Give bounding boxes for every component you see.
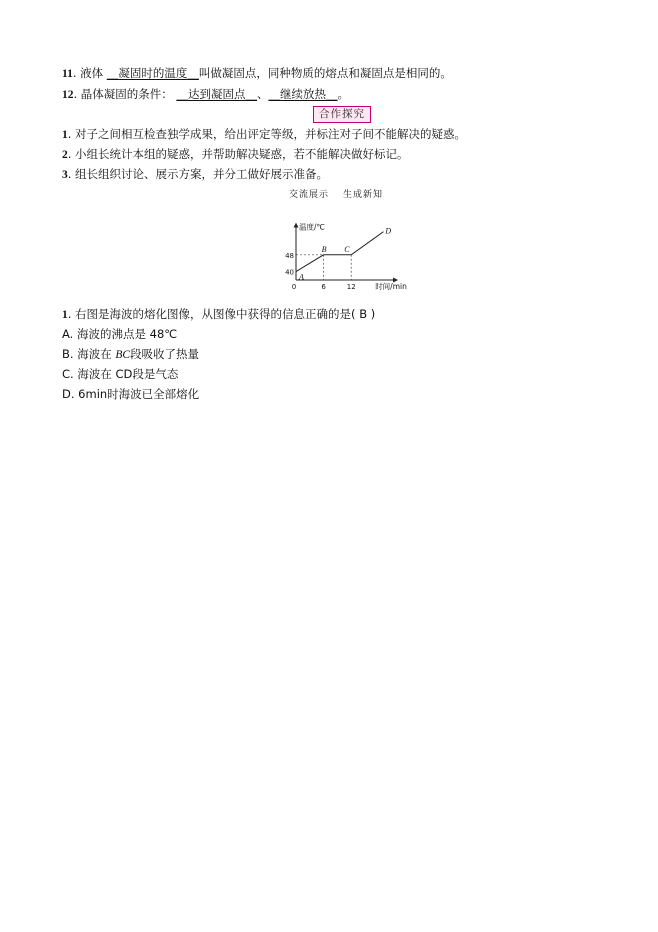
option-text: . 6min时海波已全部熔化 — [70, 387, 200, 401]
chart-labels — [285, 221, 407, 291]
point-label-c: C — [344, 244, 350, 254]
answer-blank-1: __凝固时的温度__ — [106, 66, 199, 80]
question-text: . 晶体凝固的条件： — [73, 87, 173, 101]
step-3 — [62, 166, 328, 183]
point-label-b: B — [321, 244, 327, 254]
question-stem-end: ) — [370, 307, 376, 321]
answer-fill: 达到凝固点 — [187, 87, 246, 101]
step-text: . 小组长统计本组的疑惑，并帮助解决疑惑，若不能解决做好标记。 — [67, 147, 409, 161]
option-c — [62, 366, 178, 382]
y-axis-label: 温度/℃ — [299, 222, 325, 232]
step-number: 3 — [62, 169, 68, 181]
choice-question-1 — [62, 306, 375, 323]
subheading-left: 交流展示 — [289, 190, 330, 200]
option-letter: D — [62, 387, 71, 401]
subheading-right: 生成新知 — [343, 190, 384, 200]
section-banner: 合作探究 — [313, 106, 371, 123]
x-axis-label: 时间/min — [375, 282, 407, 291]
step-1 — [62, 126, 466, 143]
option-text: . 海波在 — [69, 347, 116, 361]
option-a — [62, 326, 177, 342]
step-text: . 对子之间相互检查独学成果，给出评定等级，并标注对子间不能解决的疑惑。 — [67, 127, 467, 141]
answer-fill: 凝固时的温度 — [118, 66, 188, 80]
fill-in-question-12 — [62, 86, 349, 103]
x-tick-6: 6 — [321, 283, 326, 291]
y-tick-40: 40 — [285, 268, 294, 277]
step-number: 1 — [62, 129, 68, 141]
question-stem: . 右图是海波的熔化图像，从图像中获得的信息正确的是( — [67, 307, 356, 321]
x-tick-12: 12 — [346, 283, 356, 291]
origin-label: 0 — [291, 283, 297, 291]
option-text-segment-label: BC — [115, 349, 131, 361]
guide-lines — [296, 255, 351, 280]
question-text: . 液体 — [72, 66, 104, 80]
option-text-continued: 段吸收了热量 — [130, 347, 200, 361]
answer-blank-1: __达到凝固点__ — [176, 87, 257, 101]
question-number: 1 — [62, 309, 68, 321]
point-label-a: A — [299, 272, 304, 282]
fill-in-question-11 — [62, 65, 452, 82]
question-answer: B — [359, 307, 368, 321]
y-tick-48: 48 — [285, 251, 294, 260]
option-d — [62, 386, 199, 402]
subheading — [289, 187, 383, 200]
option-letter: C — [62, 367, 71, 381]
melting-curve-chart — [282, 204, 407, 296]
melting-curve-line — [296, 232, 383, 272]
option-b — [62, 346, 199, 363]
answer-fill: 继续放热 — [279, 87, 326, 101]
step-number: 2 — [62, 149, 68, 161]
step-text: . 组长组织讨论、展示方案，并分工做好展示准备。 — [67, 167, 329, 181]
step-2 — [62, 146, 409, 163]
question-number: 11 — [62, 68, 73, 80]
sentence-end: 。 — [337, 87, 349, 101]
question-number: 12 — [62, 89, 74, 101]
answer-blank-2: __继续放热__ — [268, 87, 338, 101]
question-text-continued: 叫做凝固点，同种物质的熔点和凝固点是相同的。 — [198, 66, 452, 80]
option-text: . 海波的沸点是 48℃ — [69, 327, 178, 341]
option-letter: A — [62, 327, 70, 341]
separator: 、 — [256, 87, 269, 101]
option-text: . 海波在 CD段是气态 — [70, 367, 179, 381]
point-label-d: D — [385, 226, 392, 236]
option-letter: B — [62, 347, 70, 361]
